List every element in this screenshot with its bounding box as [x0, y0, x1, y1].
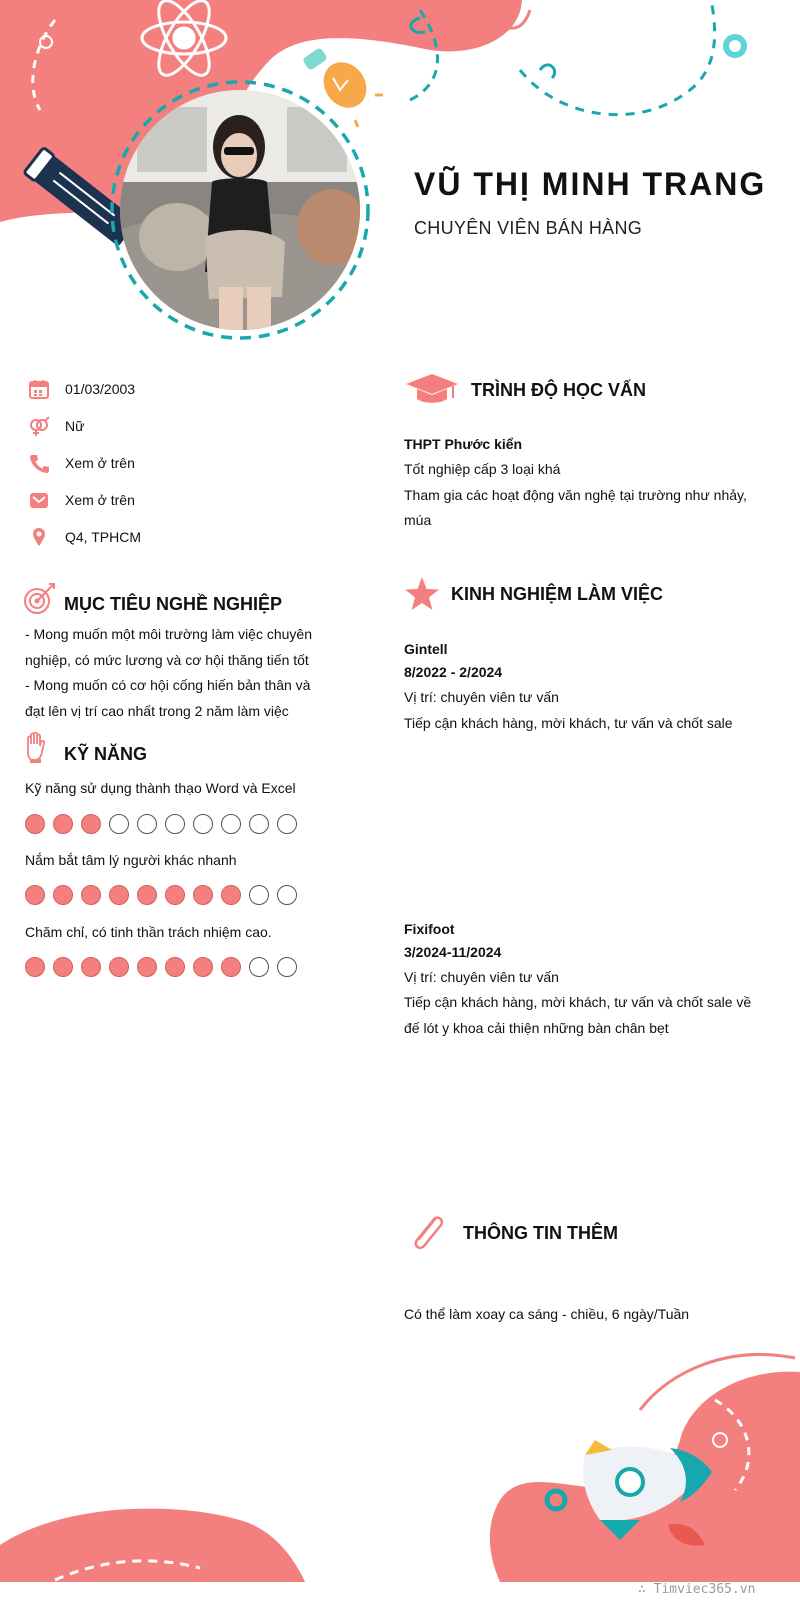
job-1-description: Tiếp cận khách hàng, mời khách, tư vấn và chốt sale — [404, 715, 733, 731]
contact-email — [28, 488, 135, 512]
education-line-2: Tham gia các hoạt động văn nghệ tại trường như nhảy, — [404, 487, 747, 503]
skill-1-rating — [25, 814, 297, 834]
job-2-company: Fixifoot — [404, 921, 455, 937]
job-2-period: 3/2024-11/2024 — [404, 944, 502, 960]
star-icon — [404, 576, 440, 612]
rating-dot-empty — [277, 814, 297, 834]
objective-line-4: đạt lên vị trí cao nhất trong 2 năm làm việc — [25, 703, 289, 719]
rating-dot-filled — [221, 885, 241, 905]
rating-dot-filled — [25, 957, 45, 977]
education-line-1: Tốt nghiệp cấp 3 loại khá — [404, 461, 561, 477]
rating-dot-filled — [81, 957, 101, 977]
rating-dot-filled — [137, 957, 157, 977]
job-2-role: Vị trí: chuyên viên tư vấn — [404, 969, 559, 985]
rating-dot-empty — [249, 814, 269, 834]
birthday-value: 01/03/2003 — [65, 381, 136, 397]
target-icon — [22, 582, 56, 616]
gender-value: Nữ — [65, 418, 85, 434]
rating-dot-empty — [249, 885, 269, 905]
skill-2-rating — [25, 885, 297, 905]
paperclip-icon — [405, 1212, 449, 1256]
phone-icon — [28, 452, 50, 474]
rating-dot-empty — [221, 814, 241, 834]
rating-dot-filled — [109, 957, 129, 977]
rating-dot-filled — [165, 957, 185, 977]
job-1-period: 8/2022 - 2/2024 — [404, 664, 503, 680]
calendar-icon — [28, 378, 50, 400]
rating-dot-filled — [165, 885, 185, 905]
skill-3-name: Chăm chỉ, có tinh thần trách nhiệm cao. — [25, 924, 272, 940]
rating-dot-filled — [53, 814, 73, 834]
objective-line-2: nghiệp, có mức lương và cơ hội thăng tiến tốt — [25, 652, 309, 668]
rating-dot-filled — [193, 957, 213, 977]
contact-phone — [28, 451, 135, 475]
rating-dot-filled — [53, 957, 73, 977]
rating-dot-filled — [81, 885, 101, 905]
skills-title: KỸ NĂNG — [64, 744, 148, 764]
email-value: Xem ở trên — [65, 492, 135, 508]
rating-dot-filled — [221, 957, 241, 977]
candidate-name: VŨ THỊ MINH TRANG — [414, 166, 767, 202]
skill-2-name: Nắm bắt tâm lý người khác nhanh — [25, 852, 237, 868]
skill-3-rating — [25, 957, 297, 977]
rating-dot-empty — [137, 814, 157, 834]
job-1-company: Gintell — [404, 641, 448, 657]
rating-dot-filled — [193, 885, 213, 905]
experience-title: KINH NGHIỆM LÀM VIỆC — [451, 584, 664, 604]
graduation-cap-icon — [405, 372, 459, 406]
contact-address — [28, 525, 141, 549]
rating-dot-filled — [25, 814, 45, 834]
contact-birthday — [28, 377, 135, 401]
education-line-3: múa — [404, 512, 432, 528]
job-2-description-1: Tiếp cận khách hàng, mời khách, tư vấn và chốt sale về — [404, 994, 752, 1010]
objective-line-1: - Mong muốn một môi trường làm việc chuyên — [25, 626, 312, 642]
rating-dot-filled — [137, 885, 157, 905]
objective-title: MỤC TIÊU NGHỀ NGHIỆP — [64, 594, 283, 614]
education-title: TRÌNH ĐỘ HỌC VẤN — [471, 380, 646, 400]
skill-1-name: Kỹ năng sử dụng thành thạo Word và Excel — [25, 780, 296, 796]
location-icon — [28, 526, 50, 548]
rating-dot-filled — [109, 885, 129, 905]
job-1-role: Vị trí: chuyên viên tư vấn — [404, 689, 559, 705]
job-2-description-2: đế lót y khoa cải thiện những bàn chân bẹt — [404, 1020, 669, 1036]
rating-dot-empty — [277, 885, 297, 905]
rating-dot-empty — [193, 814, 213, 834]
email-icon — [28, 489, 50, 511]
phone-value: Xem ở trên — [65, 455, 135, 471]
rating-dot-filled — [53, 885, 73, 905]
gender-icon — [28, 415, 50, 437]
watermark: ∴ Timviec365.vn — [638, 1582, 756, 1597]
additional-title: THÔNG TIN THÊM — [463, 1223, 618, 1243]
education-school: THPT Phước kiển — [404, 436, 523, 452]
objective-line-3: - Mong muốn có cơ hội cống hiến bản thân và — [25, 677, 311, 693]
rating-dot-empty — [165, 814, 185, 834]
rating-dot-empty — [277, 957, 297, 977]
contact-gender — [28, 414, 84, 438]
additional-text: Có thể làm xoay ca sáng - chiều, 6 ngày/Tuần — [404, 1306, 690, 1322]
hand-icon — [24, 732, 48, 764]
rating-dot-filled — [81, 814, 101, 834]
job-position: CHUYÊN VIÊN BÁN HÀNG — [414, 218, 643, 238]
avatar — [117, 87, 363, 333]
rating-dot-filled — [25, 885, 45, 905]
rating-dot-empty — [249, 957, 269, 977]
address-value: Q4, TPHCM — [65, 529, 141, 545]
rating-dot-empty — [109, 814, 129, 834]
